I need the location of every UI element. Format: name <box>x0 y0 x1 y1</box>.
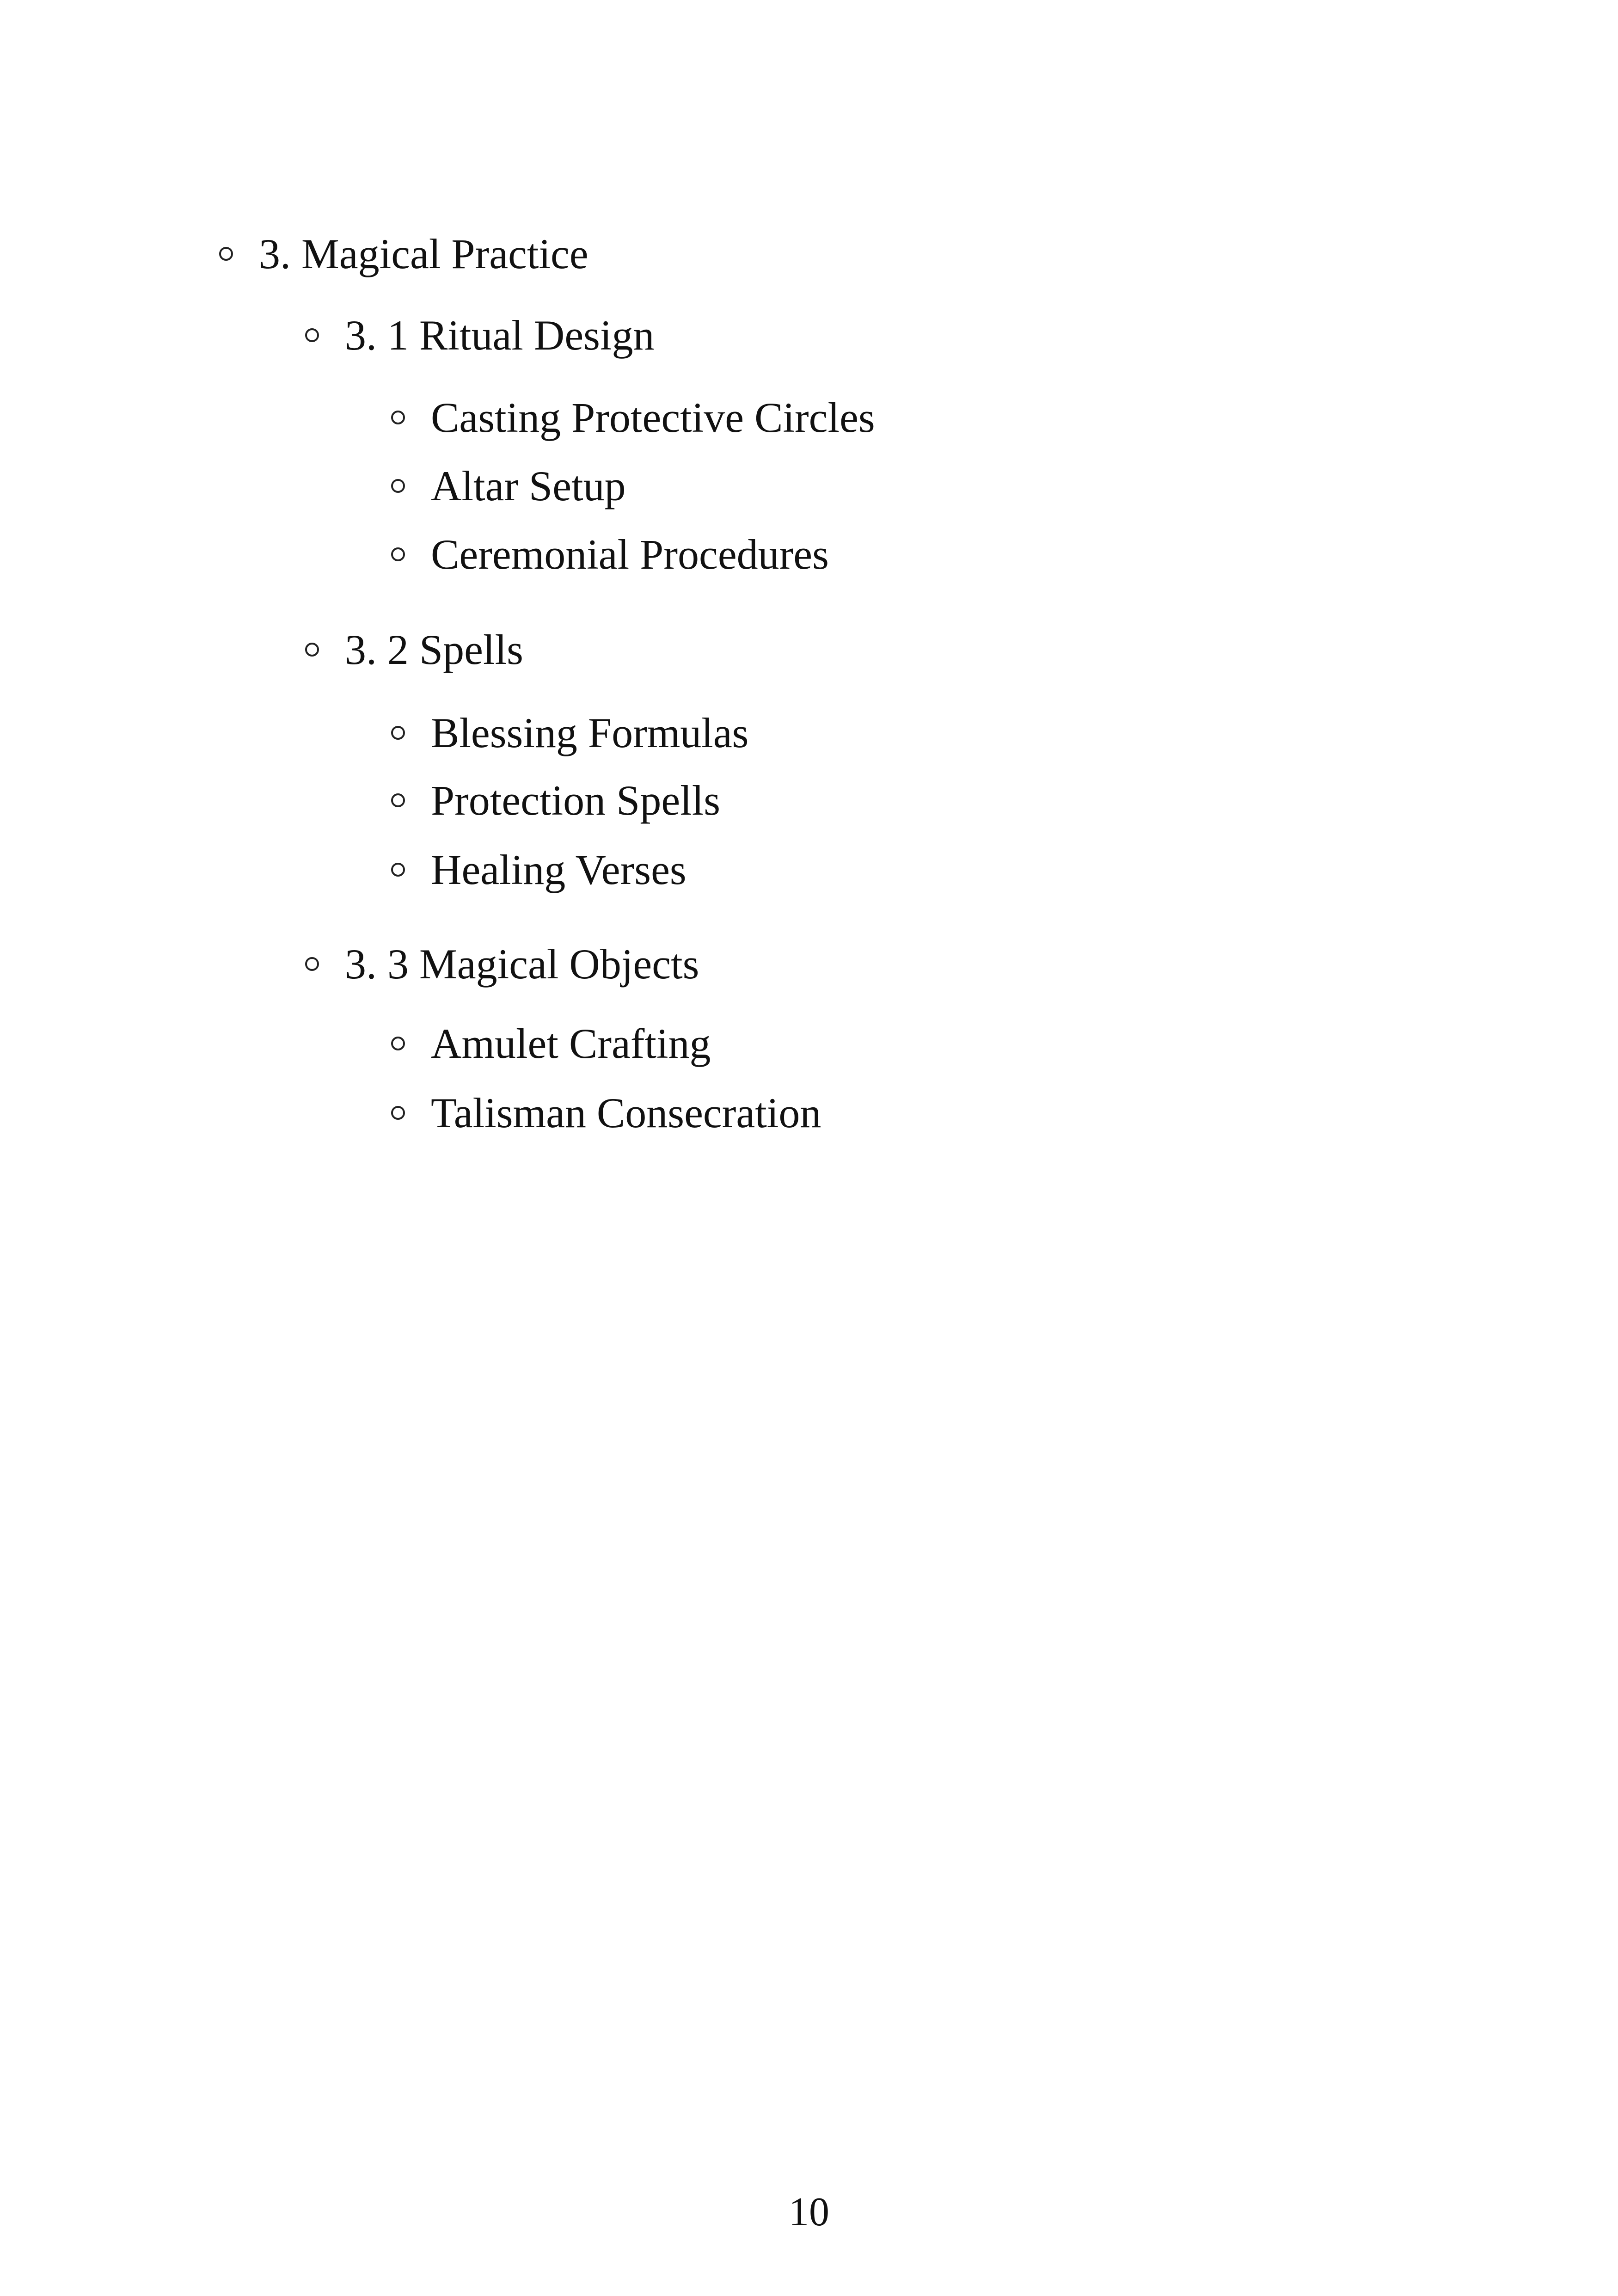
outline-item <box>391 707 748 758</box>
hollow-circle-bullet-icon <box>305 957 319 971</box>
outline-subsection <box>305 624 523 675</box>
page-number: 10 <box>789 2190 829 2235</box>
item-text: Talisman Consecration <box>431 1089 821 1136</box>
hollow-circle-bullet-icon <box>391 1037 405 1050</box>
item-text: Ceremonial Procedures <box>431 531 829 578</box>
hollow-circle-bullet-icon <box>219 247 233 261</box>
hollow-circle-bullet-icon <box>391 793 405 807</box>
subsection-title: 3. 2 Spells <box>345 626 523 673</box>
outline-item <box>391 529 829 580</box>
outline-item <box>391 460 626 511</box>
hollow-circle-bullet-icon <box>391 1106 405 1120</box>
item-text: Casting Protective Circles <box>431 394 875 441</box>
hollow-circle-bullet-icon <box>305 328 319 342</box>
outline-item <box>391 844 686 895</box>
outline-item <box>391 775 720 826</box>
item-text: Blessing Formulas <box>431 709 749 756</box>
outline-subsection <box>305 310 655 361</box>
outline-item <box>391 1087 821 1138</box>
hollow-circle-bullet-icon <box>391 726 405 740</box>
hollow-circle-bullet-icon <box>391 411 405 424</box>
section-title: 3. Magical Practice <box>259 230 588 277</box>
outline-section <box>219 228 588 279</box>
item-text: Protection Spells <box>431 777 721 824</box>
item-text: Healing Verses <box>431 846 686 893</box>
hollow-circle-bullet-icon <box>391 479 405 493</box>
hollow-circle-bullet-icon <box>305 643 319 657</box>
subsection-title: 3. 1 Ritual Design <box>345 312 655 359</box>
hollow-circle-bullet-icon <box>391 547 405 561</box>
item-text: Altar Setup <box>431 462 626 510</box>
outline-item <box>391 1018 711 1069</box>
hollow-circle-bullet-icon <box>391 863 405 877</box>
subsection-title: 3. 3 Magical Objects <box>345 940 699 988</box>
item-text: Amulet Crafting <box>431 1020 711 1067</box>
outline-item <box>391 392 875 443</box>
outline-subsection <box>305 939 699 989</box>
